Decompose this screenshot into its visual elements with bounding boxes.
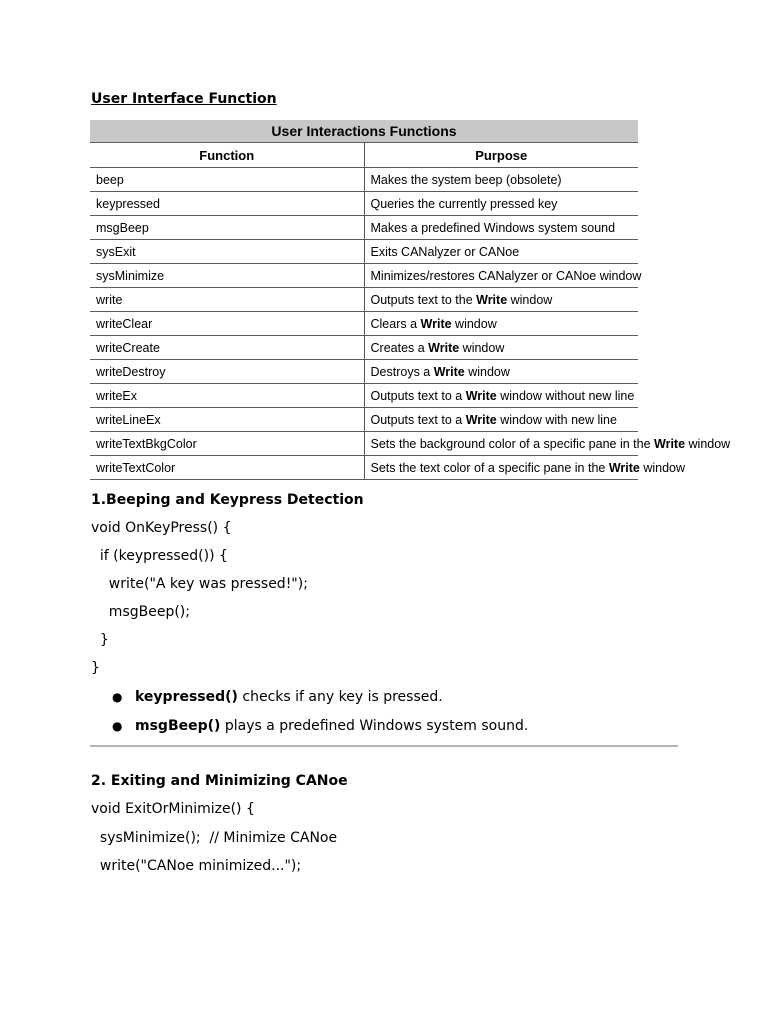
purpose-text: Exits CANalyzer or CANoe (370, 244, 520, 259)
bullet-term: msgBeep() (135, 718, 221, 734)
purpose-cell (364, 240, 638, 264)
table-row (90, 264, 638, 288)
purpose-text: window (507, 292, 553, 307)
purpose-cell (364, 216, 638, 240)
table-row (90, 288, 638, 312)
bullet-dot-icon: ● (112, 719, 123, 733)
purpose-text: window with new line (496, 412, 617, 427)
column-header-purpose: Purpose (364, 143, 638, 168)
code-line: void ExitOrMinimize() { (91, 801, 255, 817)
purpose-text: window (459, 340, 505, 355)
purpose-cell (364, 264, 642, 288)
function-cell: writeTextColor (90, 456, 364, 480)
table-body (90, 168, 731, 480)
purpose-text: window without new line (496, 388, 635, 403)
code-line: if (keypressed()) { (91, 548, 228, 564)
purpose-text: Queries the currently pressed key (370, 196, 558, 211)
bullet-item (112, 689, 443, 705)
table-row (90, 312, 638, 336)
purpose-text: Sets the background color of a specific pane in the (370, 436, 655, 451)
purpose-text: Makes the system beep (obsolete) (370, 172, 562, 187)
table-row (90, 192, 638, 216)
purpose-text: Clears a (370, 316, 421, 331)
purpose-cell (364, 456, 686, 480)
function-cell: writeTextBkgColor (90, 432, 364, 456)
purpose-text: window (464, 364, 510, 379)
purpose-cell (364, 288, 638, 312)
table-row (90, 168, 638, 192)
purpose-cell (364, 360, 638, 384)
function-cell: sysExit (90, 240, 364, 264)
table-row (90, 384, 638, 408)
function-cell: writeDestroy (90, 360, 364, 384)
purpose-text: Makes a predefined Windows system sound (370, 220, 616, 235)
bullet-dot-icon: ● (112, 690, 123, 704)
purpose-text: Destroys a (370, 364, 434, 379)
purpose-text: window (639, 460, 686, 475)
user-interactions-functions-table (90, 120, 731, 480)
code-line: write("CANoe minimized..."); (91, 858, 302, 874)
purpose-cell (364, 192, 638, 216)
purpose-emphasis: Write (608, 460, 640, 475)
code-line: msgBeep(); (91, 604, 190, 620)
purpose-emphasis: Write (476, 292, 508, 307)
purpose-cell (364, 168, 638, 192)
table-caption: User Interactions Functions (90, 120, 638, 143)
table-row (90, 216, 638, 240)
table-row (90, 336, 638, 360)
table-caption-row (90, 120, 638, 143)
function-cell: writeLineEx (90, 408, 364, 432)
function-cell: write (90, 288, 364, 312)
purpose-text: window (685, 436, 731, 451)
purpose-text: window (451, 316, 497, 331)
table-row (90, 240, 638, 264)
purpose-text: Outputs text to a (370, 412, 466, 427)
purpose-emphasis: Write (465, 412, 497, 427)
table-row (90, 456, 638, 480)
purpose-emphasis: Write (465, 388, 497, 403)
table-row (90, 432, 638, 456)
bullet-term: keypressed() (135, 689, 238, 705)
table-row (90, 360, 638, 384)
table-row (90, 408, 638, 432)
purpose-emphasis: Write (433, 364, 465, 379)
purpose-text: Sets the text color of a specific pane in the (370, 460, 609, 475)
purpose-emphasis: Write (428, 340, 460, 355)
purpose-text: Outputs text to a (370, 388, 466, 403)
function-cell: sysMinimize (90, 264, 364, 288)
purpose-emphasis: Write (420, 316, 452, 331)
purpose-cell (364, 336, 638, 360)
purpose-emphasis: Write (654, 436, 686, 451)
section2-heading: 2. Exiting and Minimizing CANoe (91, 773, 348, 789)
bullet-text: checks if any key is pressed. (237, 689, 443, 705)
column-header-function: Function (90, 143, 364, 168)
purpose-cell (364, 384, 638, 408)
function-cell: writeCreate (90, 336, 364, 360)
purpose-cell (364, 432, 731, 456)
code-line: write("A key was pressed!"); (91, 576, 308, 592)
section1-heading: 1.Beeping and Keypress Detection (91, 492, 364, 508)
purpose-text: Minimizes/restores CANalyzer or CANoe window (370, 268, 642, 283)
bullet-item (112, 718, 528, 734)
purpose-text: Outputs text to the (370, 292, 477, 307)
purpose-cell (364, 312, 638, 336)
purpose-text: Creates a (370, 340, 429, 355)
bullet-text: plays a predefined Windows system sound. (220, 718, 529, 734)
horizontal-divider (90, 745, 678, 747)
code-line: sysMinimize(); // Minimize CANoe (91, 830, 338, 846)
page-title: User Interface Function (91, 91, 277, 107)
purpose-cell (364, 408, 638, 432)
code-line: } (91, 632, 109, 648)
function-cell: beep (90, 168, 364, 192)
code-line: void OnKeyPress() { (91, 520, 232, 536)
function-cell: writeEx (90, 384, 364, 408)
function-cell: keypressed (90, 192, 364, 216)
function-cell: writeClear (90, 312, 364, 336)
function-cell: msgBeep (90, 216, 364, 240)
code-line: } (91, 660, 100, 676)
table-header-row (90, 143, 638, 168)
